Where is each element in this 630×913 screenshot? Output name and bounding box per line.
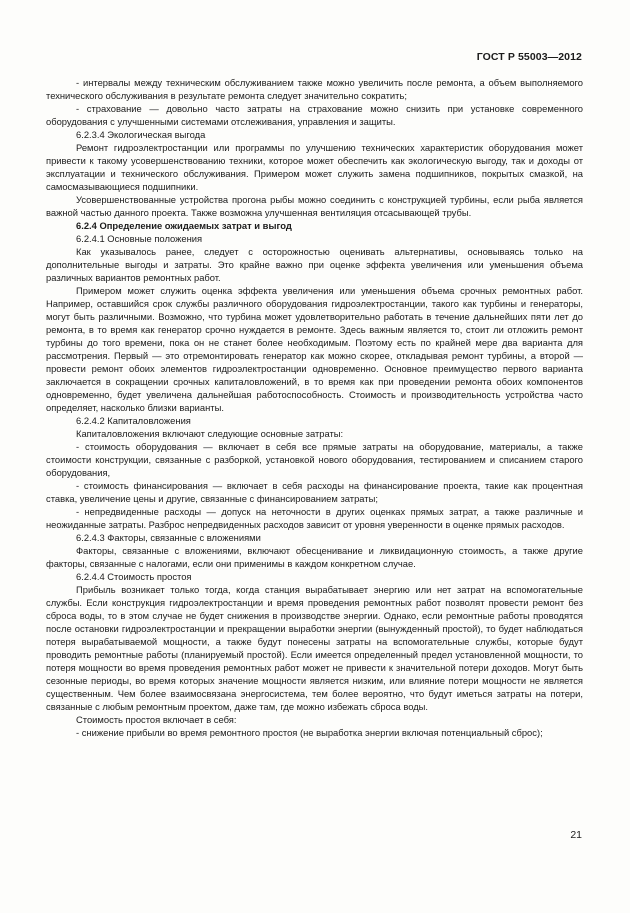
subsection-heading: 6.2.4.1 Основные положения <box>76 233 203 244</box>
paragraph: - интервалы между техническим обслуживанием также можно увеличить после ремонта, а объем выполняемого технического обслуживания в результате ремонта следует значительно сократить; <box>46 77 583 101</box>
list-item: - стоимость финансирования — включает в себя расходы на финансирование проекта, такие как процентная ставка, увеличение цены и другие, связанные с финансированием затраты; <box>46 480 583 504</box>
document-body <box>46 76 583 739</box>
page-number: 21 <box>570 829 582 841</box>
paragraph: - страхование — довольно часто затраты на страхование можно снизить при установке современного оборудования с улучшенными системами отслеживания, управления и защиты. <box>46 103 583 127</box>
paragraph: Ремонт гидроэлектростанции или программы по улучшению технических характеристик оборудования может привести к такому усовершенствованию техники, которое может обеспечить как экологическую выгоду, так и доходы от эксплуатации и технического обслуживания. Примером может служить замена подшипников, покрытых смазкой, на самосмазывающиеся подшипники. <box>46 142 583 192</box>
paragraph: Примером может служить оценка эффекта увеличения или уменьшения объема срочных ремонтных работ. Например, оставшийся срок службы различного оборудования гидроэлектростанции, такого как турбины и генераторы, могут быть различными. Возможно, что турбина может удовлетворительно работать в течение дальнейших пяти лет до ремонта, в то время как генератор срочно нуждается в ремонте. Здесь важным является то, стоит ли отложить ремонт турбины до того времени, пока он не станет более необходимым. Поэтому есть по крайней мере два варианта для рассмотрения. Первый — это отремонтировать генератор как можно скорее, откладывая ремонт турбины, а второй — провести ремонт обоих элементов гидроэлектростанции одновременно. Основное преимущество первого варианта заключается в сокращении срочных капиталовложений, в то время как при проведении ремонта обоих компонентов одновременно, будет увеличена дальнейшая работоспособность. Стоимость и производительность устройства часто определяет, насколько близки варианты. <box>46 285 583 413</box>
paragraph: Прибыль возникает только тогда, когда станция вырабатывает энергию или нет затрат на вспомогательные службы. Если конструкция гидроэлектростанции и время проведения ремонтных работ позволят провести ремонт без сброса воды, то в этом случае не будет снижения в производстве энергии. Однако, если ремонтные работы проводятся после остановки гидроэлектростанции и прекращении выработки энергии (вынужденный простой), то будет наблюдаться потеря вырабатываемой мощности, а также будут понесены затраты на вспомогательные службы, которые будут проводить ремонтные работы (планируемый простой). Если имеется определенный предел установленной мощности, то потеря мощности во время проведения ремонтных работ может не привести к значительной потери доходов. Могут быть сезонные периоды, во время которых значение мощности является низким, или влияние потери мощности не является существенным. Чем более взаимосвязана энергосистема, тем более вероятно, что будут иметься затраты на потери, связанные с любым ремонтным проектом, даже там, где можно избежать сброса воды. <box>46 584 583 712</box>
paragraph: Усовершенствованные устройства прогона рыбы можно соединить с конструкцией турбины, если рыба является важной частью данного проекта. Также возможна улучшенная вентиляция отсасывающей трубы. <box>46 194 583 218</box>
subsection-heading: 6.2.4.2 Капиталовложения <box>76 415 191 426</box>
standard-number: ГОСТ Р 55003—2012 <box>476 51 582 63</box>
paragraph: Факторы, связанные с вложениями, включают обесценивание и ликвидационную стоимость, а также другие факторы, связанные с налогами, если они применимы в каждом конкретном случае. <box>46 545 583 569</box>
list-item: - снижение прибыли во время ремонтного простоя (не выработка энергии включая потенциальный сброс); <box>76 727 543 738</box>
paragraph: Как указывалось ранее, следует с осторожностью оценивать альтернативы, основываясь только на дополнительные выгоды и затраты. Это крайне важно при оценке эффекта увеличения или уменьшения объема различных вариантов ремонтных работ. <box>46 246 583 283</box>
section-heading: 6.2.4 Определение ожидаемых затрат и выгод <box>76 220 292 231</box>
list-item: - непредвиденные расходы — допуск на неточности в других оценках прямых затрат, а также различные и неожиданные затраты. Разброс непредвиденных расходов зависит от уровня уверенности в оценке прямых расходов. <box>46 506 583 530</box>
paragraph: Стоимость простоя включает в себя: <box>76 714 237 725</box>
paragraph: Капиталовложения включают следующие основные затраты: <box>76 428 344 439</box>
subsection-heading: 6.2.4.3 Факторы, связанные с вложениями <box>76 532 261 543</box>
list-item: - стоимость оборудования — включает в себя все прямые затраты на оборудование, материалы, а также стоимости конструкции, связанные с разборкой, установкой нового оборудования, тестированием и списанием старого оборудования, <box>46 441 583 478</box>
subsection-heading: 6.2.3.4 Экологическая выгода <box>76 129 206 140</box>
subsection-heading: 6.2.4.4 Стоимость простоя <box>76 571 192 582</box>
